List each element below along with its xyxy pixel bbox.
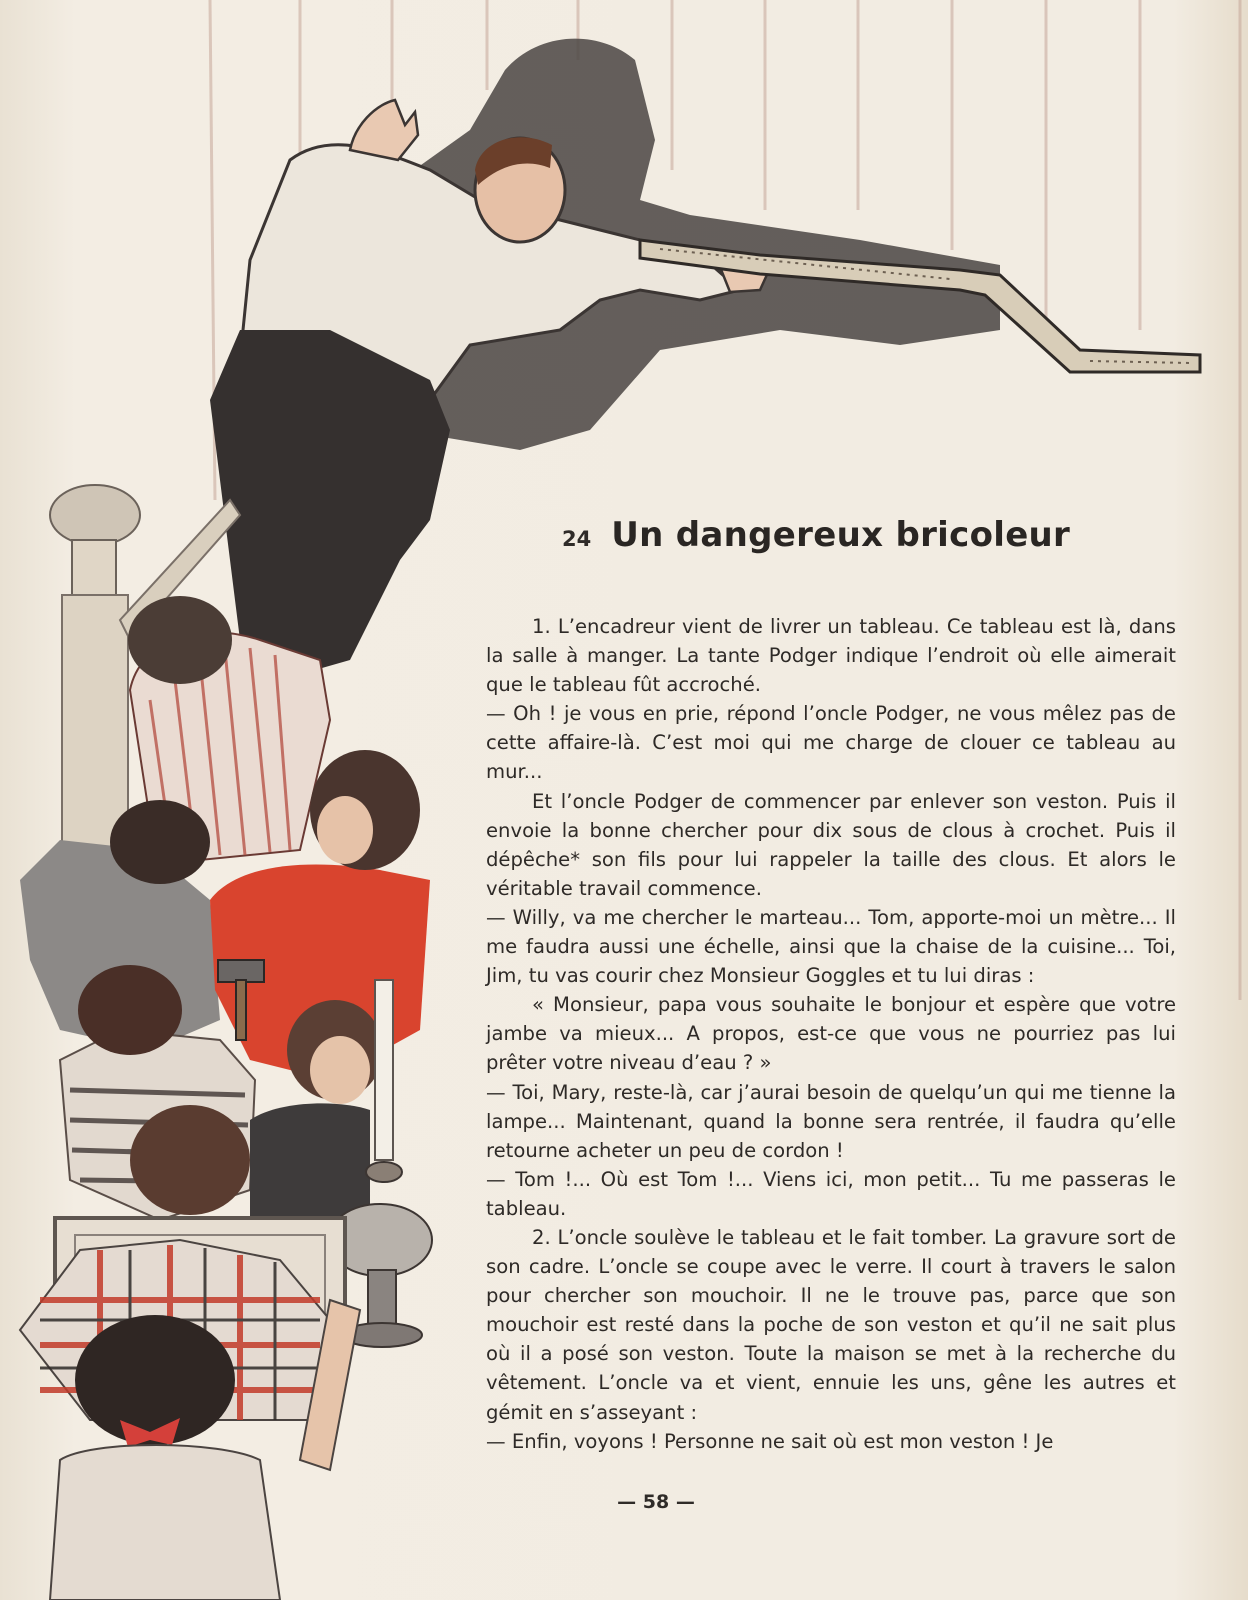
page-number: — 58 — <box>617 1491 695 1513</box>
girl-face <box>317 796 373 864</box>
boy-dark-sweater <box>250 1103 370 1220</box>
paragraph: — Oh ! je vous en prie, répond l’oncle Podger, ne vous mêlez pas de cette affaire-là. C’est moi qui me charge de clouer ce tableau au mur... <box>486 702 1176 784</box>
chapter-number: 24 <box>562 527 592 551</box>
paragraph: — Willy, va me chercher le marteau... Tom, apporte-moi un mètre... Il me faudra aussi une échelle, ainsi que la chaise de la cuisine... Toi, Jim, tu vas courir chez Monsieur Goggles et tu lui diras : <box>486 905 1176 988</box>
boy-face-right <box>310 1036 370 1104</box>
paragraph: — Tom !... Où est Tom !... Viens ici, mon petit... Tu me passeras le tableau. <box>486 1167 1176 1220</box>
paragraph: 2. L’oncle soulève le tableau et le fait tomber. La gravure sort de son cadre. L’oncle se coupe avec le verre. Il court à travers le salon pour chercher son mouchoir. Il ne le trouve pas, parce que son mouchoir est resté dans la poche de son veston et qu’il ne sait plus où il a posé son veston. Toute la maison se met à la recherche du vêtement. L’oncle va et vient, ennuie les uns, gêne les autres et gémit en s’asseyant : <box>486 1225 1176 1424</box>
story-text <box>486 612 1176 1456</box>
paragraph: — Toi, Mary, reste-là, car j’aurai besoin de quelqu’un qui me tienne la lampe... Maintenant, quand la bonne sera rentrée, il faudra qu’elle retourne acheter un peu de cordon ! <box>486 1080 1176 1162</box>
paragraph: 1. L’encadreur vient de livrer un tableau. Ce tableau est là, dans la salle à manger. La tante Podger indique l’endroit où elle aimerait que le tableau fût accroché. <box>486 615 1176 697</box>
paragraph: Et l’oncle Podger de commencer par enlever son veston. Puis il envoie la bonne chercher pour dix sous de clous à crochet. Puis il dépêche* son fils pour lui rappeler la taille des clous. Et alors le véritable travail commence. <box>486 789 1176 900</box>
boy-head-hammer <box>78 965 182 1055</box>
uncle-trousers <box>210 330 450 680</box>
chapter-title: Un dangereux bricoleur <box>611 515 1071 555</box>
woman-head <box>128 596 232 684</box>
boy-head-left <box>110 800 210 884</box>
girl-dress <box>50 1445 280 1600</box>
girl-braid-head <box>75 1315 235 1445</box>
paragraph: « Monsieur, papa vous souhaite le bonjour et espère que votre jambe va mieux... A propos, est-ce que vous ne pourriez pas lui prêter votre niveau d’eau ? » <box>486 993 1176 1075</box>
uncle-hand-left <box>350 100 418 160</box>
chapter-heading <box>562 515 1202 555</box>
paragraph: — Enfin, voyons ! Personne ne sait où est mon veston ! Je <box>486 1429 1054 1453</box>
boy-head-plaid <box>130 1105 250 1215</box>
